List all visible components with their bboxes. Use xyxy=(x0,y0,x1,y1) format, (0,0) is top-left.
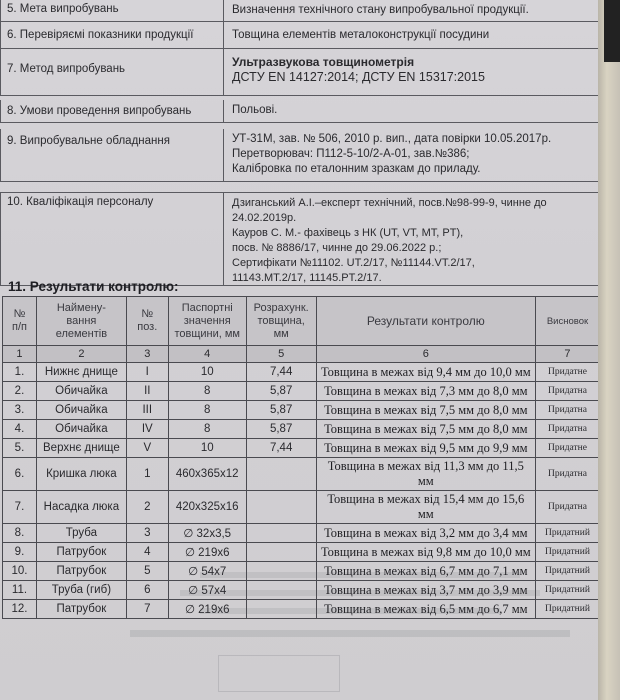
control-result: Товщина в межах від 3,2 мм до 3,4 мм xyxy=(316,524,535,543)
column-number: 3 xyxy=(126,346,168,363)
info-row-indicators xyxy=(0,22,604,49)
calc-thickness xyxy=(246,543,316,562)
calc-thickness: 7,44 xyxy=(246,363,316,382)
passport-thickness: ∅ 32x3,5 xyxy=(168,524,246,543)
table-row xyxy=(3,439,600,458)
element-name: Кришка люка xyxy=(36,458,126,491)
row-number: 7. xyxy=(3,491,37,524)
info-value: Товщина елементів металоконструкції посудини xyxy=(232,29,490,41)
row-number: 4. xyxy=(3,420,37,439)
info-value: 11143.MT.2/17, 11145.PT.2/17. xyxy=(232,272,382,284)
column-number: 7 xyxy=(535,346,599,363)
book-page-edge xyxy=(598,0,620,700)
reverse-side-bleed-through xyxy=(0,560,600,700)
conclusion: Придатна xyxy=(535,491,599,524)
info-value: посв. № 8886/17, чинне до 29.06.2022 р.; xyxy=(232,242,442,254)
conclusion: Придатний xyxy=(535,524,599,543)
position: 4 xyxy=(126,543,168,562)
info-label: 7. Метод випробувань xyxy=(0,49,224,95)
info-value: УТ-31М, зав. № 506, 2010 р. вип., дата повірки 10.05.2017р. xyxy=(232,133,552,145)
info-label: 5. Мета випробувань xyxy=(0,0,224,21)
info-value: Визначення технічного стану випробувальної продукції. xyxy=(232,4,529,16)
position: 5 xyxy=(126,562,168,581)
row-number: 6. xyxy=(3,458,37,491)
results-header-row xyxy=(3,297,600,346)
position: 2 xyxy=(126,491,168,524)
conclusion: Придатна xyxy=(535,458,599,491)
info-value: Перетворювач: П112-5-10/2-А-01, зав.№386; xyxy=(232,148,470,160)
background-dark-corner xyxy=(604,0,620,62)
calc-thickness xyxy=(246,491,316,524)
element-name: Верхнє днище xyxy=(36,439,126,458)
passport-thickness: 10 xyxy=(168,439,246,458)
method-title: Ультразвукова товщинометрія xyxy=(232,55,415,69)
position: III xyxy=(126,401,168,420)
header-element-name: Наймену- вання елементів xyxy=(36,297,126,346)
calc-thickness: 5,87 xyxy=(246,401,316,420)
position: 3 xyxy=(126,524,168,543)
element-name: Обичайка xyxy=(36,382,126,401)
row-number: 11. xyxy=(3,581,37,600)
header-control-results: Результати контролю xyxy=(316,297,535,346)
element-name: Патрубок xyxy=(36,600,126,619)
element-name: Насадка люка xyxy=(36,491,126,524)
info-label: 9. Випробувальне обладнання xyxy=(0,129,224,181)
table-row xyxy=(3,491,600,524)
element-name: Патрубок xyxy=(36,562,126,581)
passport-thickness: ∅ 57x4 xyxy=(168,581,246,600)
table-row xyxy=(3,382,600,401)
passport-thickness: 8 xyxy=(168,401,246,420)
conclusion: Придатний xyxy=(535,562,599,581)
info-value: Дзиганський А.І.–експерт технічний, посв.№98-99-9, чинне до 24.02.2019р. xyxy=(232,197,547,224)
row-number: 2. xyxy=(3,382,37,401)
control-result: Товщина в межах від 7,3 мм до 8,0 мм xyxy=(316,382,535,401)
column-number: 6 xyxy=(316,346,535,363)
control-result: Товщина в межах від 6,7 мм до 7,1 мм xyxy=(316,562,535,581)
control-result: Товщина в межах від 15,4 мм до 15,6 мм xyxy=(316,491,535,524)
row-number: 9. xyxy=(3,543,37,562)
row-number: 12. xyxy=(3,600,37,619)
passport-thickness: 10 xyxy=(168,363,246,382)
row-number: 1. xyxy=(3,363,37,382)
column-number: 5 xyxy=(246,346,316,363)
position: V xyxy=(126,439,168,458)
element-name: Патрубок xyxy=(36,543,126,562)
calc-thickness: 5,87 xyxy=(246,382,316,401)
info-value: Польові. xyxy=(232,104,278,116)
info-label: 6. Перевіряємі показники продукції xyxy=(0,22,224,48)
column-number: 2 xyxy=(36,346,126,363)
element-name: Обичайка xyxy=(36,420,126,439)
info-value: Сертифікати №11102. UT.2/17, №11144.VT.2/17, xyxy=(232,257,475,269)
control-result: Товщина в межах від 6,5 мм до 6,7 мм xyxy=(316,600,535,619)
control-result: Товщина в межах від 9,8 мм до 10,0 мм xyxy=(316,543,535,562)
header-number: № п/п xyxy=(3,297,37,346)
control-result: Товщина в межах від 11,3 мм до 11,5 мм xyxy=(316,458,535,491)
control-result: Товщина в межах від 9,5 мм до 9,9 мм xyxy=(316,439,535,458)
table-row xyxy=(3,401,600,420)
row-number: 5. xyxy=(3,439,37,458)
info-label: 10. Кваліфікація персоналу xyxy=(0,193,224,285)
element-name: Труба xyxy=(36,524,126,543)
passport-thickness: 420x325x16 xyxy=(168,491,246,524)
control-result: Товщина в межах від 3,7 мм до 3,9 мм xyxy=(316,581,535,600)
conclusion: Придатне xyxy=(535,439,599,458)
row-number: 10. xyxy=(3,562,37,581)
header-calc-thickness: Розрахунк. товщина, мм xyxy=(246,297,316,346)
passport-thickness: 460x365x12 xyxy=(168,458,246,491)
control-result: Товщина в межах від 9,4 мм до 10,0 мм xyxy=(316,363,535,382)
passport-thickness: ∅ 219x6 xyxy=(168,600,246,619)
table-row xyxy=(3,420,600,439)
info-value: Калібровка по еталонним зразкам до приладу. xyxy=(232,163,481,175)
conclusion: Придатна xyxy=(535,382,599,401)
conclusion: Придатний xyxy=(535,581,599,600)
passport-thickness: 8 xyxy=(168,382,246,401)
conclusion: Придатна xyxy=(535,420,599,439)
header-passport-thickness: Паспортні значення товщини, мм xyxy=(168,297,246,346)
header-conclusion: Висновок xyxy=(535,297,599,346)
table-row xyxy=(3,524,600,543)
table-row xyxy=(3,458,600,491)
passport-thickness: 8 xyxy=(168,420,246,439)
results-section-title: 11. Результати контролю: xyxy=(8,279,179,294)
calc-thickness: 5,87 xyxy=(246,420,316,439)
calc-thickness xyxy=(246,524,316,543)
row-number: 3. xyxy=(3,401,37,420)
header-position: № поз. xyxy=(126,297,168,346)
conclusion: Придатне xyxy=(535,363,599,382)
calc-thickness xyxy=(246,458,316,491)
position: 6 xyxy=(126,581,168,600)
info-table xyxy=(0,0,604,286)
conclusion: Придатний xyxy=(535,543,599,562)
position: IV xyxy=(126,420,168,439)
calc-thickness: 7,44 xyxy=(246,439,316,458)
row-number: 8. xyxy=(3,524,37,543)
info-value: Кауров С. М.- фахівець з НК (UT, VT, MT, PT), xyxy=(232,227,464,239)
position: 1 xyxy=(126,458,168,491)
passport-thickness: ∅ 54x7 xyxy=(168,562,246,581)
element-name: Нижнє днище xyxy=(36,363,126,382)
table-row xyxy=(3,363,600,382)
position: I xyxy=(126,363,168,382)
position: II xyxy=(126,382,168,401)
column-number: 4 xyxy=(168,346,246,363)
info-row-purpose xyxy=(0,0,604,22)
element-name: Труба (гиб) xyxy=(36,581,126,600)
conclusion: Придатний xyxy=(535,600,599,619)
info-row-personnel xyxy=(0,192,604,286)
info-row-method xyxy=(0,49,604,96)
info-value: ДСТУ EN 14127:2014; ДСТУ EN 15317:2015 xyxy=(232,70,485,84)
info-row-equipment xyxy=(0,129,604,182)
position: 7 xyxy=(126,600,168,619)
conclusion: Придатна xyxy=(535,401,599,420)
passport-thickness: ∅ 219x6 xyxy=(168,543,246,562)
control-result: Товщина в межах від 7,5 мм до 8,0 мм xyxy=(316,420,535,439)
table-row xyxy=(3,543,600,562)
column-number: 1 xyxy=(3,346,37,363)
info-row-conditions xyxy=(0,100,604,123)
column-number-row xyxy=(3,346,600,363)
element-name: Обичайка xyxy=(36,401,126,420)
control-result: Товщина в межах від 7,5 мм до 8,0 мм xyxy=(316,401,535,420)
info-label: 8. Умови проведення випробувань xyxy=(0,100,224,122)
